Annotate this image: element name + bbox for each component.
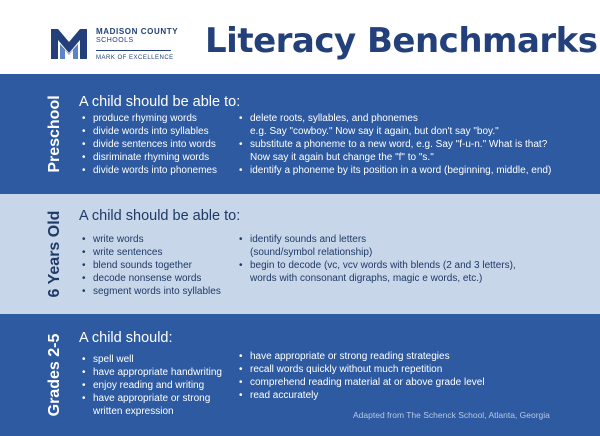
section-heading: A child should: bbox=[79, 330, 173, 346]
list-item-line: • spell well bbox=[93, 354, 134, 365]
list-item: • read accurately bbox=[236, 389, 485, 402]
logo-divider bbox=[96, 50, 171, 51]
list-item: • blend sounds together bbox=[79, 259, 221, 272]
section-label-box bbox=[37, 314, 73, 436]
list-item bbox=[79, 379, 222, 392]
section-preschool bbox=[0, 74, 600, 194]
list-item-line: written expression bbox=[93, 406, 174, 417]
list-item bbox=[236, 259, 516, 285]
section-grades-2-5 bbox=[0, 314, 600, 436]
list-item-line: • substitute a phoneme to a new word, e.g. Say "f-u-n." What is that? bbox=[250, 139, 548, 150]
list-item-line: • identify a phoneme by its position in a word (beginning, middle, end) bbox=[250, 165, 552, 176]
skills-list-left bbox=[79, 112, 217, 177]
list-item: • decode nonsense words bbox=[79, 272, 221, 285]
list-item: • divide words into syllables bbox=[79, 125, 217, 138]
list-item-line: • identify sounds and letters bbox=[250, 234, 367, 245]
page-header bbox=[0, 0, 600, 74]
page-title: Literacy Benchmarks bbox=[205, 21, 598, 61]
section-6-years-old bbox=[0, 194, 600, 314]
section-heading: A child should be able to: bbox=[79, 208, 241, 224]
list-item bbox=[236, 164, 551, 177]
section-label: 6 Years Old bbox=[46, 210, 63, 298]
skills-list-right bbox=[236, 350, 485, 402]
skills-list-left bbox=[79, 233, 221, 298]
madison-county-logo-icon bbox=[49, 26, 89, 60]
section-heading: A child should be able to: bbox=[79, 94, 241, 110]
list-item: • produce rhyming words bbox=[79, 112, 217, 125]
list-item-line: • have appropriate handwriting bbox=[93, 367, 222, 378]
list-item: • disriminate rhyming words bbox=[79, 151, 217, 164]
logo-schools: SCHOOLS bbox=[96, 37, 134, 44]
list-item: • recall words quickly without much repetition bbox=[236, 363, 485, 376]
list-item bbox=[79, 392, 222, 418]
list-item-line: • delete roots, syllables, and phonemes bbox=[250, 113, 418, 124]
logo-text bbox=[96, 27, 178, 62]
logo-district-name: MADISON COUNTY bbox=[96, 27, 179, 36]
list-item: • comprehend reading material at or above grade level bbox=[236, 376, 485, 389]
list-item-line: e.g. Say "cowboy." Now say it again, but don't say "boy." bbox=[250, 126, 499, 137]
list-item bbox=[236, 138, 551, 164]
skills-list-left bbox=[79, 353, 222, 418]
list-item-line: words with consonant digraphs, magic e words, etc.) bbox=[250, 273, 483, 284]
list-item-line: • enjoy reading and writing bbox=[93, 380, 205, 391]
list-item: • segment words into syllables bbox=[79, 285, 221, 298]
list-item bbox=[79, 366, 222, 379]
list-item: • divide sentences into words bbox=[79, 138, 217, 151]
list-item: • divide words into phonemes bbox=[79, 164, 217, 177]
section-label-box bbox=[37, 74, 73, 194]
list-item bbox=[79, 353, 222, 366]
source-credit: Adapted from The Schenck School, Atlanta, Georgia bbox=[353, 410, 550, 420]
section-label: Grades 2-5 bbox=[46, 333, 63, 417]
logo-tagline: MARK OF EXCELLENCE bbox=[96, 55, 174, 61]
list-item: • write sentences bbox=[79, 246, 221, 259]
list-item: • write words bbox=[79, 233, 221, 246]
list-item-line: (sound/symbol relationship) bbox=[250, 247, 373, 258]
section-label: Preschool bbox=[46, 95, 63, 173]
section-label-box bbox=[37, 194, 73, 314]
list-item-line: Now say it again but change the "f" to "s." bbox=[250, 152, 434, 163]
list-item bbox=[236, 112, 551, 138]
list-item bbox=[236, 233, 516, 259]
list-item-line: • have appropriate or strong bbox=[93, 393, 211, 404]
skills-list-right bbox=[236, 233, 516, 285]
list-item: • have appropriate or strong reading strategies bbox=[236, 350, 485, 363]
list-item-line: • begin to decode (vc, vcv words with blends (2 and 3 letters), bbox=[250, 260, 516, 271]
skills-list-right bbox=[236, 112, 551, 177]
